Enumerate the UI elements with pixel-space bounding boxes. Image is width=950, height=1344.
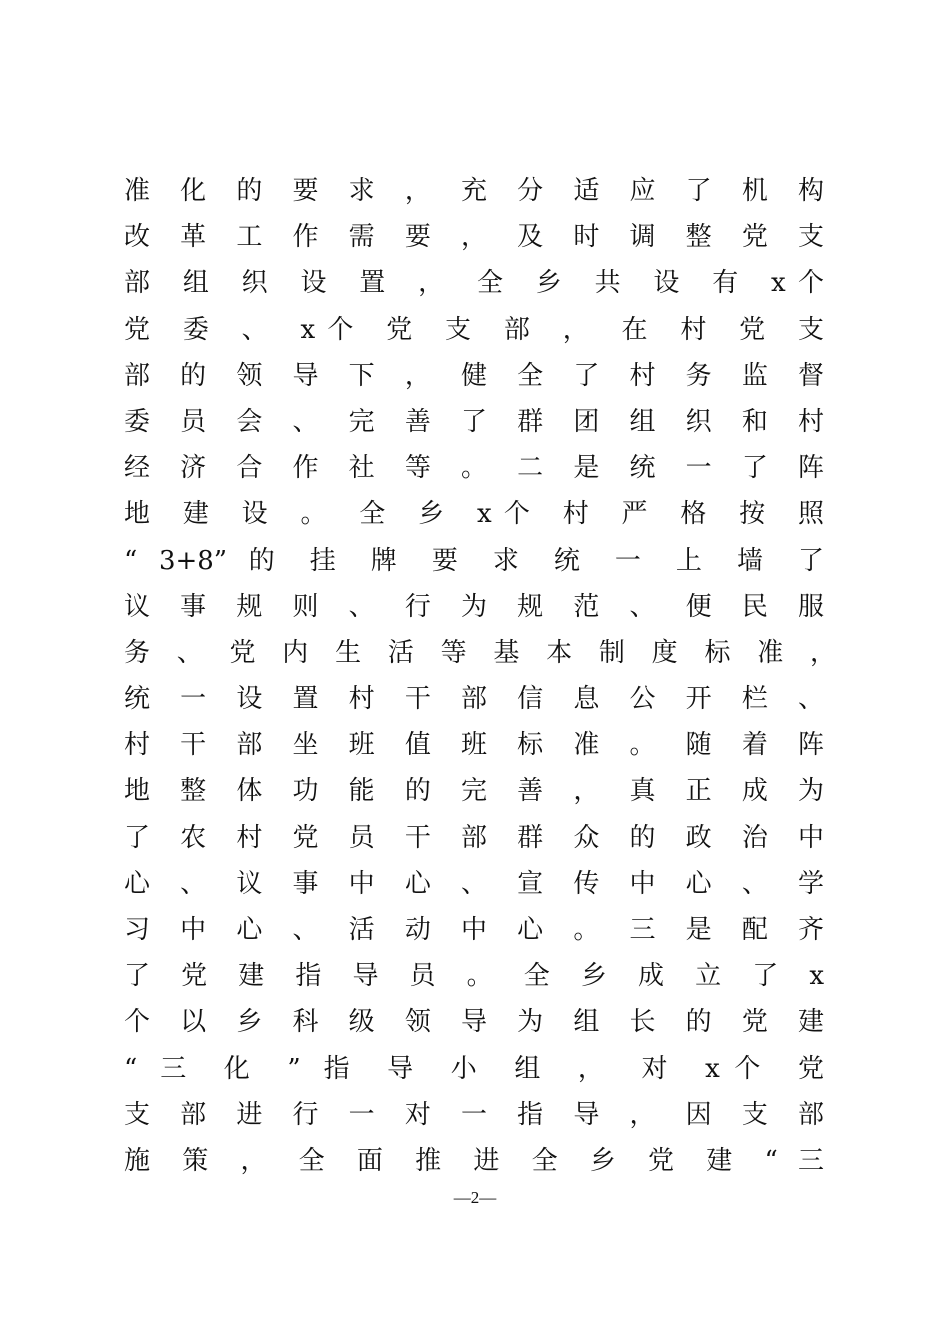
text-line-2: 改 革 工 作 需 要 ， 及 时 调 整 党 支 [124,222,824,253]
text-line-9: “ 3+8” 的 挂 牌 要 求 统 一 上 墙 了 [124,545,824,576]
text-line-14: 地 整 体 功 能 的 完 善 ， 真 正 成 为 [124,776,824,807]
text-line-8: 地 建 设 。 全 乡 x个 村 严 格 按 照 [124,499,824,530]
page-number: —2— [453,1188,497,1207]
text-line-12: 统 一 设 置 村 干 部 信 息 公 开 栏 、 [124,684,824,715]
text-line-15: 了 农 村 党 员 干 部 群 众 的 政 治 中 [124,822,824,853]
text-line-5: 部 的 领 导 下 ， 健 全 了 村 务 监 督 [124,360,824,391]
text-line-19: 个 以 乡 科 级 领 导 为 组 长 的 党 建 [124,1007,824,1038]
body-text [124,168,836,1184]
text-line-10: 议 事 规 则 、 行 为 规 范 、 便 民 服 [124,591,824,622]
text-line-21: 支 部 进 行 一 对 一 指 导 ， 因 支 部 [124,1099,824,1130]
text-line-6: 委 员 会 、 完 善 了 群 团 组 织 和 村 [124,406,824,437]
text-line-4: 党 委 、 x个 党 支 部 ， 在 村 党 支 [124,314,824,345]
text-line-7: 经 济 合 作 社 等 。 二 是 统 一 了 阵 [124,453,824,484]
text-line-17: 习 中 心 、 活 动 中 心 。 三 是 配 齐 [124,915,824,945]
text-line-18: 了 党 建 指 导 员 。 全 乡 成 立 了 x [124,961,824,992]
text-line-20: “ 三 化 ” 指 导 小 组 ， 对 x个 党 [124,1053,824,1084]
text-line-13: 村 干 部 坐 班 值 班 标 准 。 随 着 阵 [124,730,824,761]
text-line-11: 务 、 党 内 生 活 等 基 本 制 度 标 准 ， [124,637,836,668]
text-line-16: 心 、 议 事 中 心 、 宣 传 中 心 、 学 [124,868,824,899]
text-line-3: 部 组 织 设 置 ， 全 乡 共 设 有 x个 [124,268,824,299]
text-line-1: 准 化 的 要 求 ， 充 分 适 应 了 机 构 [124,176,824,206]
text-line-22: 施 策 ， 全 面 推 进 全 乡 党 建 “ 三 [124,1145,824,1176]
